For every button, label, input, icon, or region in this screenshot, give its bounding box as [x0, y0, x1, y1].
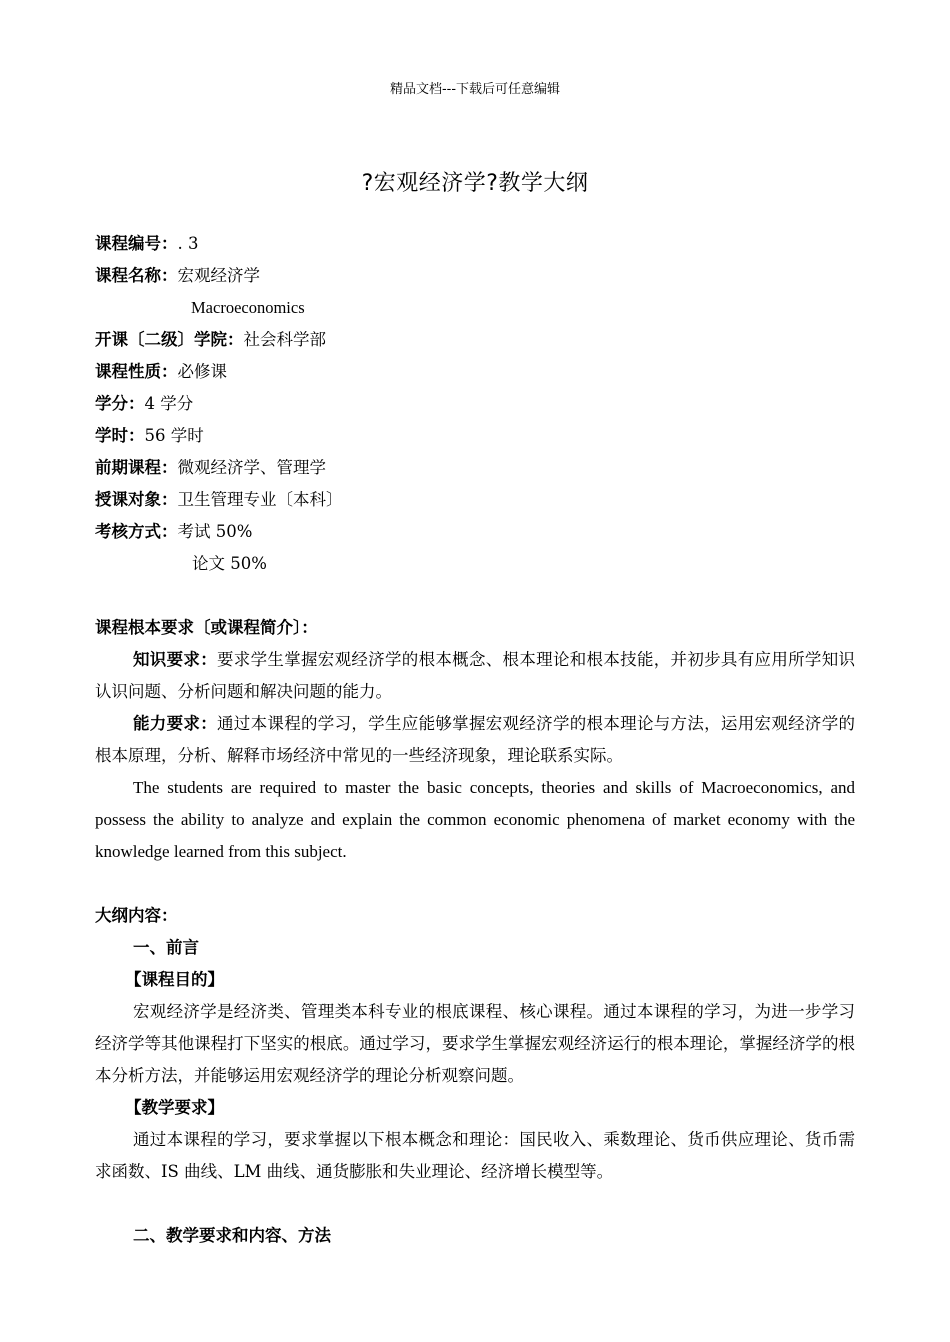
assessment-label: 考核方式：	[95, 522, 178, 541]
prerequisite-label: 前期课程：	[95, 458, 178, 477]
knowledge-text: 要求学生掌握宏观经济学的根本概念、根本理论和根本技能，并初步具有应用所学知识认识问题、分析问题和解决问题的能力。	[95, 650, 856, 701]
hours-value: 56 学时	[144, 426, 204, 445]
course-name-cn: 宏观经济学	[177, 266, 260, 285]
course-name-label: 课程名称：	[95, 266, 178, 285]
credit-label: 学分：	[95, 394, 145, 413]
credit-row	[95, 388, 855, 420]
credit-value: 4 学分	[144, 394, 194, 413]
assessment-row	[95, 516, 855, 548]
page-header-note: 精品文档---下载后可任意编辑	[389, 82, 561, 97]
requirements-heading: 课程根本要求〔或课程简介〕：	[95, 618, 318, 637]
prerequisite-value: 微观经济学、管理学	[177, 458, 326, 477]
knowledge-paragraph	[95, 644, 855, 708]
section-2-title: 二、教学要求和内容、方法	[133, 1226, 331, 1245]
assessment-value-paper: 论文 50%	[192, 554, 267, 573]
teaching-text: 通过本课程的学习，要求掌握以下根本概念和理论：国民收入、乘数理论、货币供应理论、货币需求函数、IS 曲线、LM 曲线、通货膨胀和失业理论、经济增长模型等。	[95, 1130, 855, 1181]
course-name-row	[95, 260, 855, 292]
document-body	[95, 228, 855, 1252]
knowledge-label: 知识要求：	[133, 650, 217, 669]
purpose-heading: 【课程目的】	[125, 970, 224, 989]
hours-row	[95, 420, 855, 452]
course-code-label: 课程编号：	[95, 234, 178, 253]
prerequisite-row	[95, 452, 855, 484]
course-nature-row	[95, 356, 855, 388]
course-name-en: Macroeconomics	[191, 298, 305, 317]
course-code-value: . 3	[177, 234, 199, 253]
purpose-text: 宏观经济学是经济类、管理类本科专业的根底课程、核心课程。通过本课程的学习，为进一步学习经济学等其他课程打下坚实的根底。通过学习，要求学生掌握宏观经济运行的根本理论，掌握经济学的根本分析方法，并能够运用宏观经济学的理论分析观察问题。	[95, 1002, 855, 1085]
college-value: 社会科学部	[243, 330, 326, 349]
assessment-value-exam: 考试 50%	[177, 522, 253, 541]
spacer	[95, 1188, 855, 1220]
audience-row	[95, 484, 855, 516]
ability-label: 能力要求：	[133, 714, 217, 733]
ability-paragraph	[95, 708, 855, 772]
english-summary: The students are required to master the basic concepts, theories and skills of Macroeconomics, and possess the ability to analyze and explain the common economic phenomena of market economy with the knowledge learned from this subject.	[95, 778, 855, 861]
course-nature-label: 课程性质：	[95, 362, 178, 381]
college-row	[95, 324, 855, 356]
audience-value: 卫生管理专业〔本科〕	[177, 490, 343, 509]
outline-heading: 大纲内容：	[95, 906, 178, 925]
document-title: ?宏观经济学?教学大纲	[361, 171, 589, 196]
course-nature-value: 必修课	[177, 362, 227, 381]
section-1-title: 一、前言	[133, 938, 199, 957]
spacer	[95, 868, 855, 900]
audience-label: 授课对象：	[95, 490, 178, 509]
ability-text: 通过本课程的学习，学生应能够掌握宏观经济学的根本理论与方法，运用宏观经济学的根本原理，分析、解释市场经济中常见的一些经济现象，理论联系实际。	[95, 714, 856, 765]
teaching-heading: 【教学要求】	[125, 1098, 224, 1117]
hours-label: 学时：	[95, 426, 145, 445]
spacer	[95, 580, 855, 612]
college-label: 开课〔二级〕学院：	[95, 330, 244, 349]
course-code-row	[95, 228, 855, 260]
